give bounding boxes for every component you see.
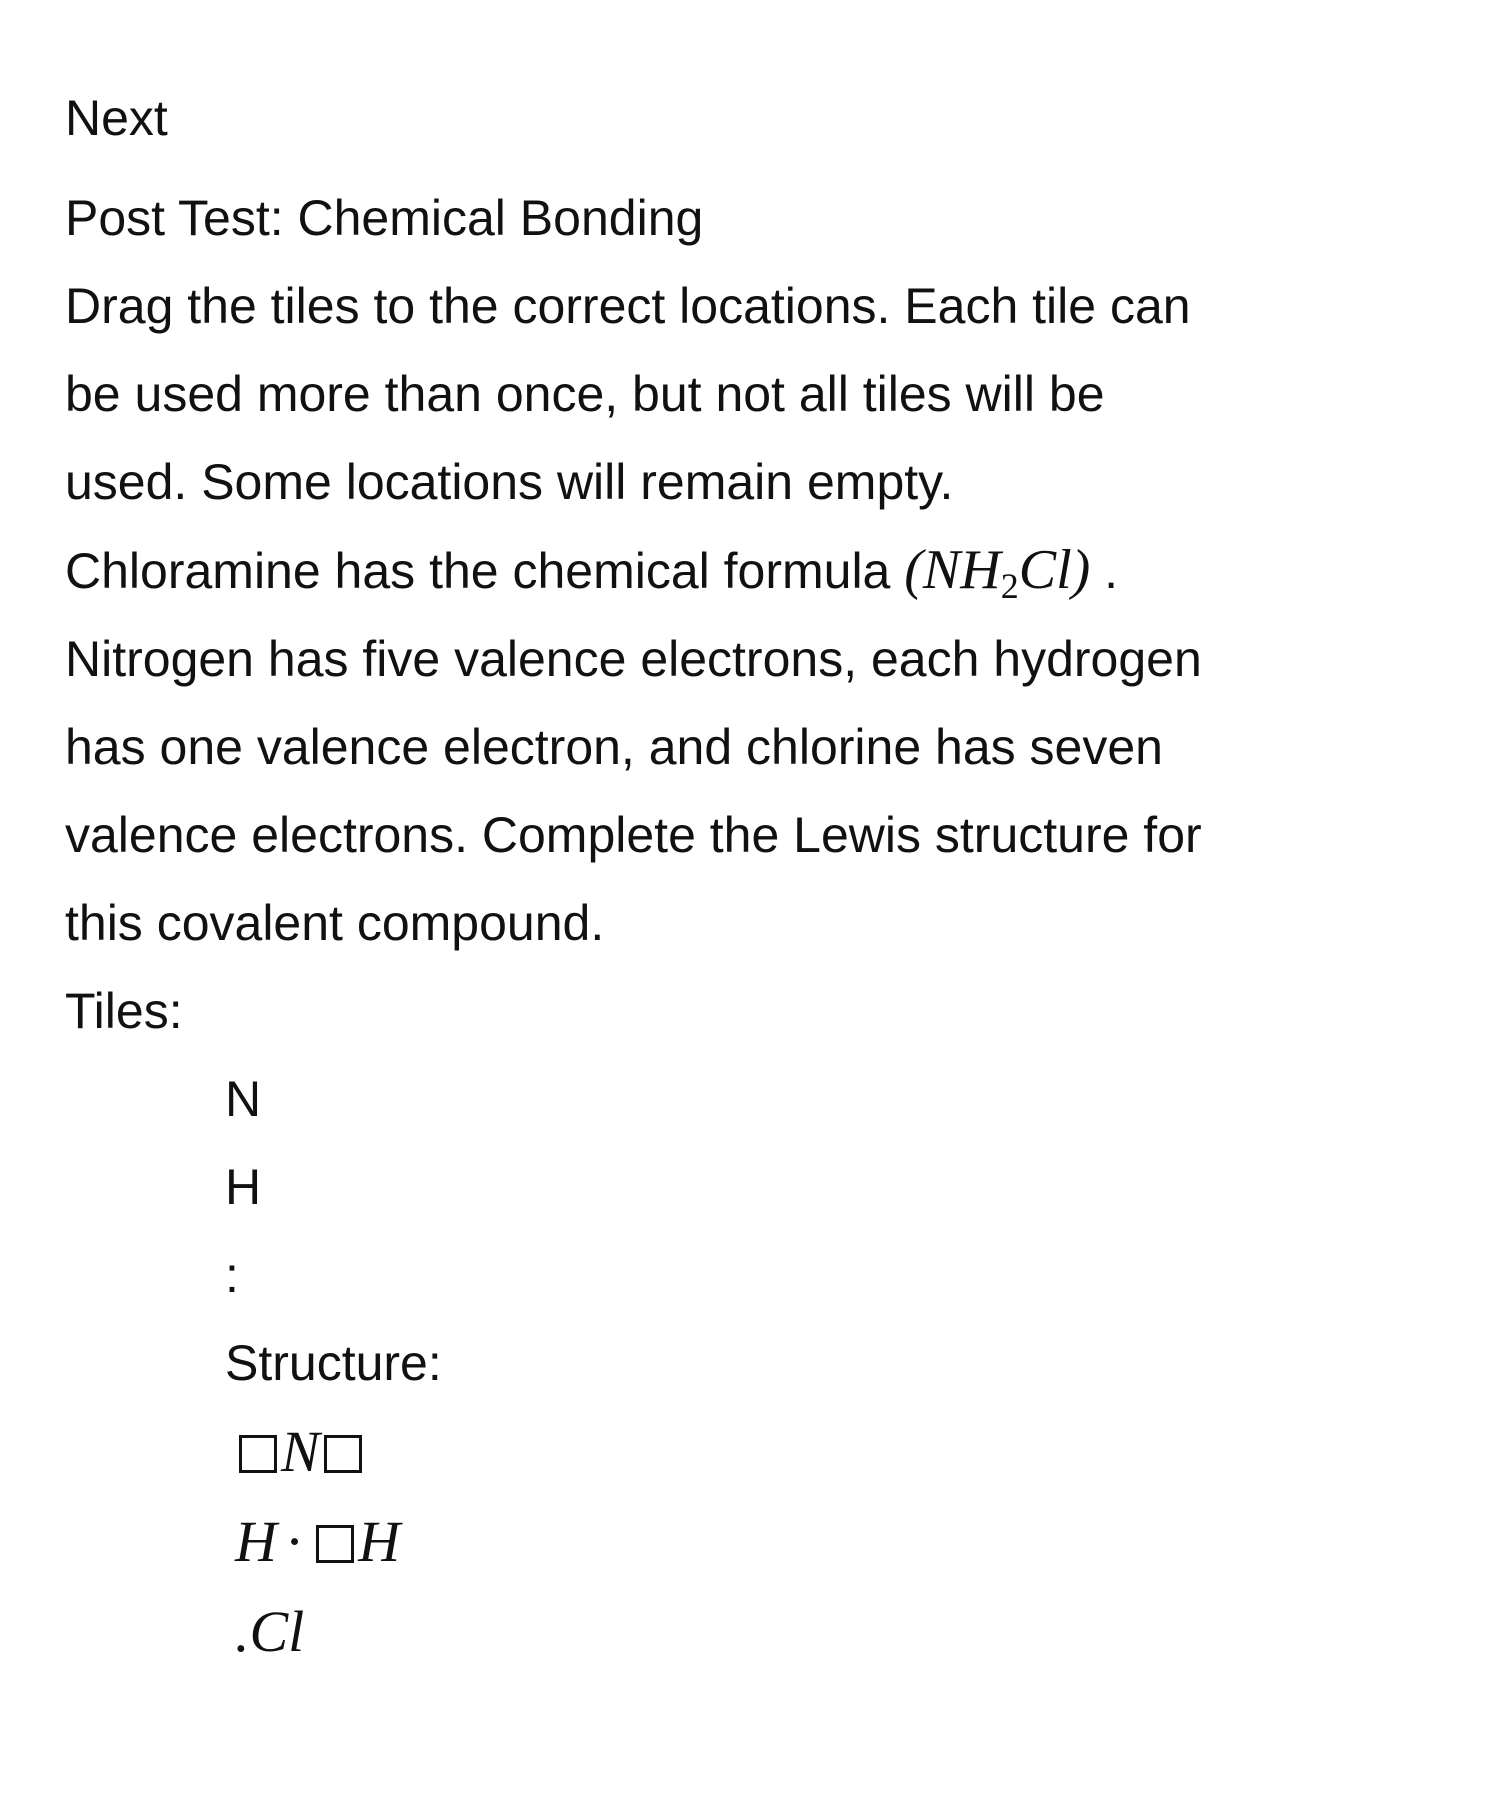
structure-dot: ·	[284, 1509, 305, 1574]
lewis-structure	[65, 1407, 1445, 1677]
question-line-5: this covalent compound.	[65, 895, 605, 951]
question-suffix: .	[1090, 543, 1119, 599]
structure-nitrogen: N	[281, 1419, 320, 1484]
instruction-line-3: used. Some locations will remain empty.	[65, 454, 954, 510]
question-line-3: has one valence electron, and chlorine has seven	[65, 719, 1163, 775]
question-line-4: valence electrons. Complete the Lewis structure for	[65, 807, 1202, 863]
tile-lone-pair[interactable]: :	[225, 1247, 239, 1303]
tile-nitrogen[interactable]: N	[225, 1071, 262, 1127]
question-line-1	[65, 526, 1445, 615]
structure-row-3: .Cl	[235, 1599, 305, 1664]
question-line-2: Nitrogen has five valence electrons, each hydrogen	[65, 631, 1202, 687]
structure-hydrogen-right: H	[358, 1509, 401, 1574]
drop-target-center[interactable]	[316, 1525, 354, 1563]
tile-hydrogen[interactable]: H	[225, 1159, 262, 1215]
chemical-formula	[904, 539, 1091, 606]
formula-open: (NH	[904, 539, 1001, 601]
drop-target-n-left[interactable]	[239, 1435, 277, 1473]
tile-list	[65, 1055, 1445, 1407]
formula-subscript: 2	[1000, 566, 1019, 606]
formula-close: Cl)	[1018, 539, 1091, 601]
structure-heading: Structure:	[225, 1335, 442, 1391]
instruction-line-2: be used more than once, but not all tiles will be	[65, 366, 1105, 422]
structure-hydrogen-left: H	[235, 1509, 277, 1574]
instruction-line-1: Drag the tiles to the correct locations. Each tile can	[65, 278, 1191, 334]
question-page	[65, 86, 1445, 1677]
structure-row-1	[65, 1407, 1445, 1497]
structure-row-2	[65, 1497, 1445, 1587]
tiles-heading: Tiles:	[65, 983, 183, 1039]
question-prefix: Chloramine has the chemical formula	[65, 543, 905, 599]
next-button[interactable]: Next	[65, 90, 168, 146]
page-title: Post Test: Chemical Bonding	[65, 190, 704, 246]
drop-target-n-right[interactable]	[324, 1435, 362, 1473]
